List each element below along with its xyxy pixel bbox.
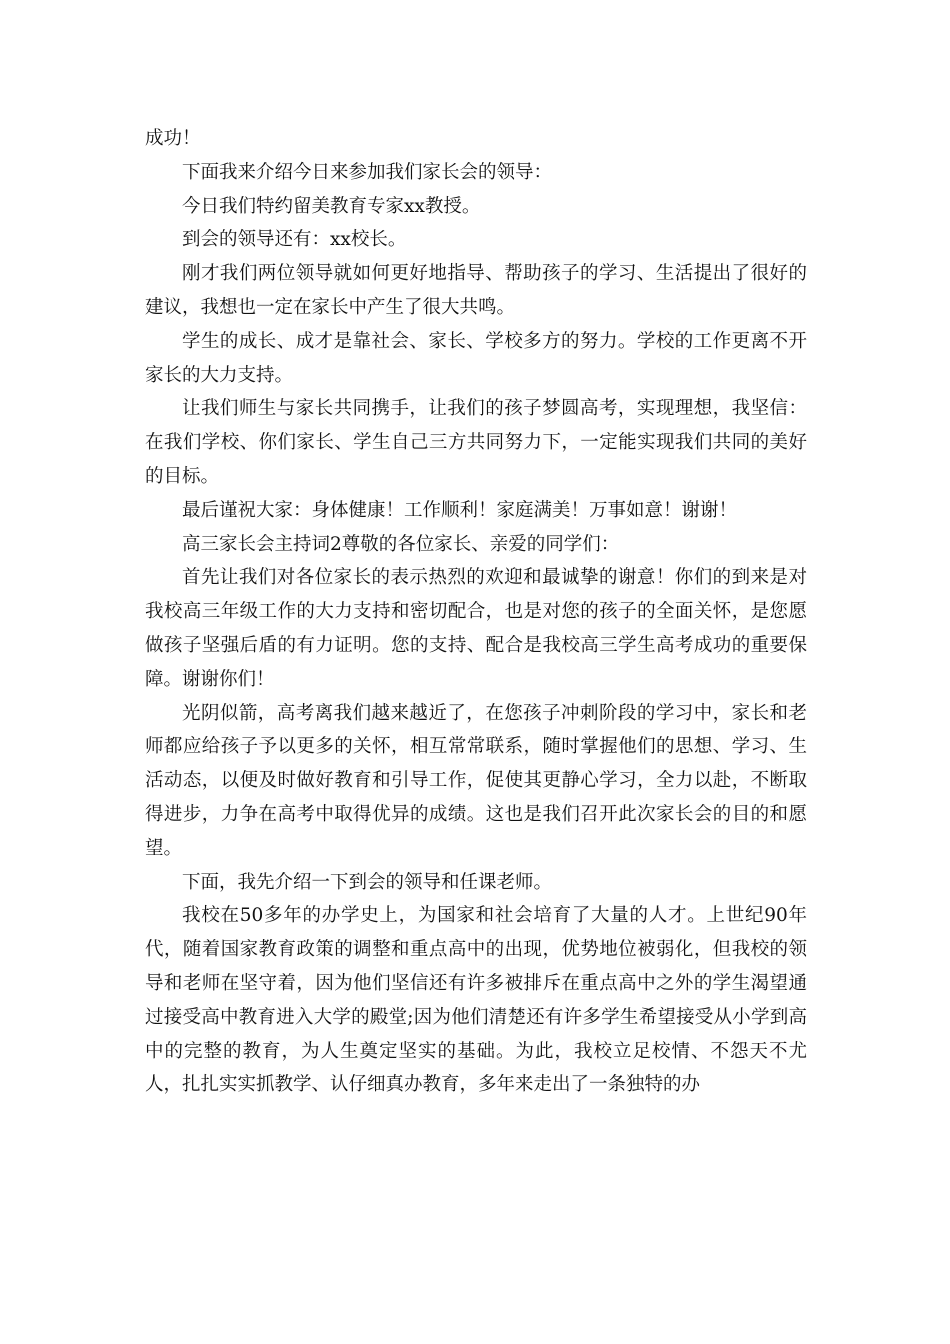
document-page	[145, 122, 807, 1102]
paragraph-invited-expert: 今日我们特约留美教育专家xx教授。	[182, 195, 481, 217]
paragraph-continuation: 成功！	[145, 128, 201, 149]
paragraph-closing-wishes: 最后谨祝大家：身体健康！工作顺利！家庭满美！万事如意！谢谢！	[182, 499, 738, 521]
paragraph-second-script-heading: 高三家长会主持词2尊敬的各位家长、亲爱的同学们：	[182, 533, 620, 555]
paragraph-school-history: 我校在50多年的办学史上，为国家和社会培育了大量的人才。上世纪90年代，随着国家教育政策的调整和重点高中的出现，优势地位被弱化，但我校的领导和老师在坚守着，因为他们坚信还有许多被排斥在重点高中之外的学生渴望通过接受高中教育进入大学的殿堂;因为他们清楚还有许多学生希望接受从小学到高中的完整的教育，为人生奠定坚实的基础。为此，我校立足校情、不怨天不尤人，扎扎实实抓教学、认仔细真办教育，多年来走出了一条独特的办	[145, 905, 807, 1096]
paragraph-principal: 到会的领导还有：xx校长。	[182, 229, 407, 251]
paragraph-welcome: 首先让我们对各位家长的表示热烈的欢迎和最诚挚的谢意！你们的到来是对我校高三年级工作的大力支持和密切配合，也是对您的孩子的全面关怀，是您愿做孩子坚强后盾的有力证明。您的支持、配合是我校高三学生高考成功的重要保障。谢谢你们！	[145, 567, 807, 690]
paragraph-introduce-leaders: 下面我来介绍今日来参加我们家长会的领导：	[182, 161, 553, 183]
paragraph-student-growth: 学生的成长、成才是靠社会、家长、学校多方的努力。学校的工作更离不开家长的大力支持。	[145, 330, 807, 386]
paragraph-exam-approaching: 光阴似箭，高考离我们越来越近了，在您孩子冲刺阶段的学习中，家长和老师都应给孩子予以更多的关怀，相互常常联系，随时掌握他们的思想、学习、生活动态，以便及时做好教育和引导工作，促使其更静心学习，全力以赴，不断取得进步，力争在高考中取得优异的成绩。这也是我们召开此次家长会的目的和愿望。	[145, 702, 807, 859]
paragraph-cooperation: 让我们师生与家长共同携手，让我们的孩子梦圆高考，实现理想，我坚信：在我们学校、你们家长、学生自己三方共同努力下，一定能实现我们共同的美好的目标。	[145, 398, 807, 487]
paragraph-leader-advice: 刚才我们两位领导就如何更好地指导、帮助孩子的学习、生活提出了很好的建议，我想也一定在家长中产生了很大共鸣。	[145, 263, 807, 318]
paragraph-introduce-teachers: 下面，我先介绍一下到会的领导和任课老师。	[182, 871, 553, 893]
